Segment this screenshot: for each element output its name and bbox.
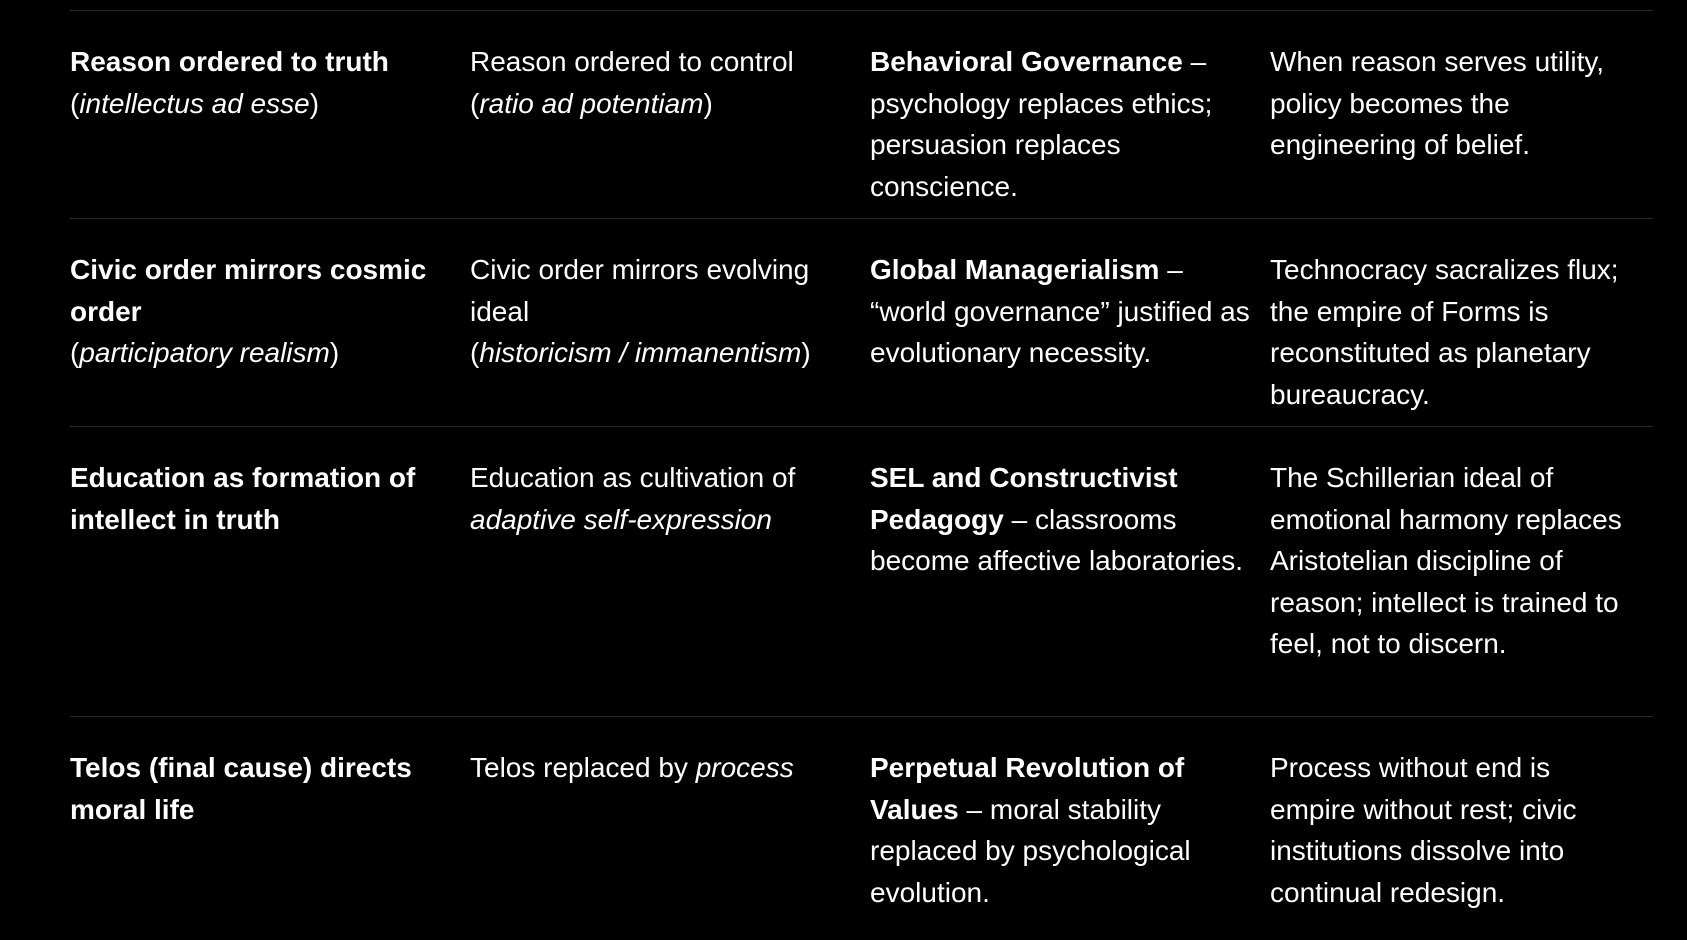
table-cell-premise [70,747,470,937]
premise-latin: intellectus ad esse [79,87,310,119]
consequence-text: When reason serves utility, policy becomes the engineering of belief. [1270,46,1605,160]
manifestation-desc: – moral stability replaced by psychological evolution. [870,793,1191,908]
table-cell-inversion [470,457,870,716]
premise-text: Education as formation of intellect in truth [70,462,416,535]
paren-open: ( [70,337,80,368]
consequence-text: Process without end is empire without rest; civic institutions dissolve into continual redesign. [1270,752,1577,908]
inversion-text: Reason ordered to control [470,46,794,77]
manifestation-desc: – classrooms become affective laboratories. [870,503,1244,576]
paren-open: ( [70,87,80,119]
table-row [70,11,1653,219]
table-cell-consequence [1270,41,1653,218]
manifestation-desc: – “world governance” justified as evolutionary necessity. [870,254,1250,368]
table-row [70,717,1653,937]
table-cell-premise [70,457,470,716]
table-cell-inversion [470,747,870,937]
table-cell-inversion [470,41,870,218]
paren-open: ( [470,337,480,368]
paren-close: ) [703,87,713,119]
table-cell-manifestation [870,747,1270,937]
paren-close: ) [329,337,340,368]
manifestation-title: SEL and Constructivist Pedagogy [870,462,1178,535]
table-row [70,427,1653,717]
table-row [70,219,1653,427]
table-cell-consequence [1270,747,1653,937]
inversion-latin: historicism / immanentism [479,337,802,368]
inversion-emphasis: process [695,752,794,783]
inversion-text: Education as cultivation of [470,462,796,493]
consequence-text: Technocracy sacralizes flux; the empire of Forms is reconstituted as planetary bureaucracy. [1270,254,1619,410]
premise-text: Telos (final cause) directs moral life [70,752,412,825]
inversion-emphasis: adaptive self-expression [470,503,772,535]
inversion-text: Civic order mirrors evolving ideal [470,254,810,327]
consequence-text: The Schillerian ideal of emotional harmony replaces Aristotelian discipline of reason; intellect is trained to feel, not to discern. [1270,462,1622,659]
manifestation-desc: – psychology replaces ethics; persuasion replaces conscience. [870,46,1213,202]
premise-latin: participatory realism [79,337,330,368]
inversion-text: Telos replaced by [470,752,688,783]
premise-text: Civic order mirrors cosmic order [70,254,427,327]
manifestation-title: Global Managerialism [870,254,1160,285]
table-cell-manifestation [870,41,1270,218]
manifestation-title: Behavioral Governance [870,46,1183,77]
paren-close: ) [801,337,811,368]
inversion-latin: ratio ad potentiam [479,87,704,119]
table-cell-premise [70,249,470,426]
paren-close: ) [309,87,320,119]
comparison-table [70,10,1653,937]
manifestation-title: Perpetual Revolution of Values [870,752,1185,825]
table-cell-consequence [1270,249,1653,426]
premise-text: Reason ordered to truth [70,46,389,77]
table-cell-manifestation [870,457,1270,716]
table-cell-premise [70,41,470,218]
table-cell-inversion [470,249,870,426]
paren-open: ( [470,87,480,119]
table-cell-manifestation [870,249,1270,426]
table-cell-consequence [1270,457,1653,716]
